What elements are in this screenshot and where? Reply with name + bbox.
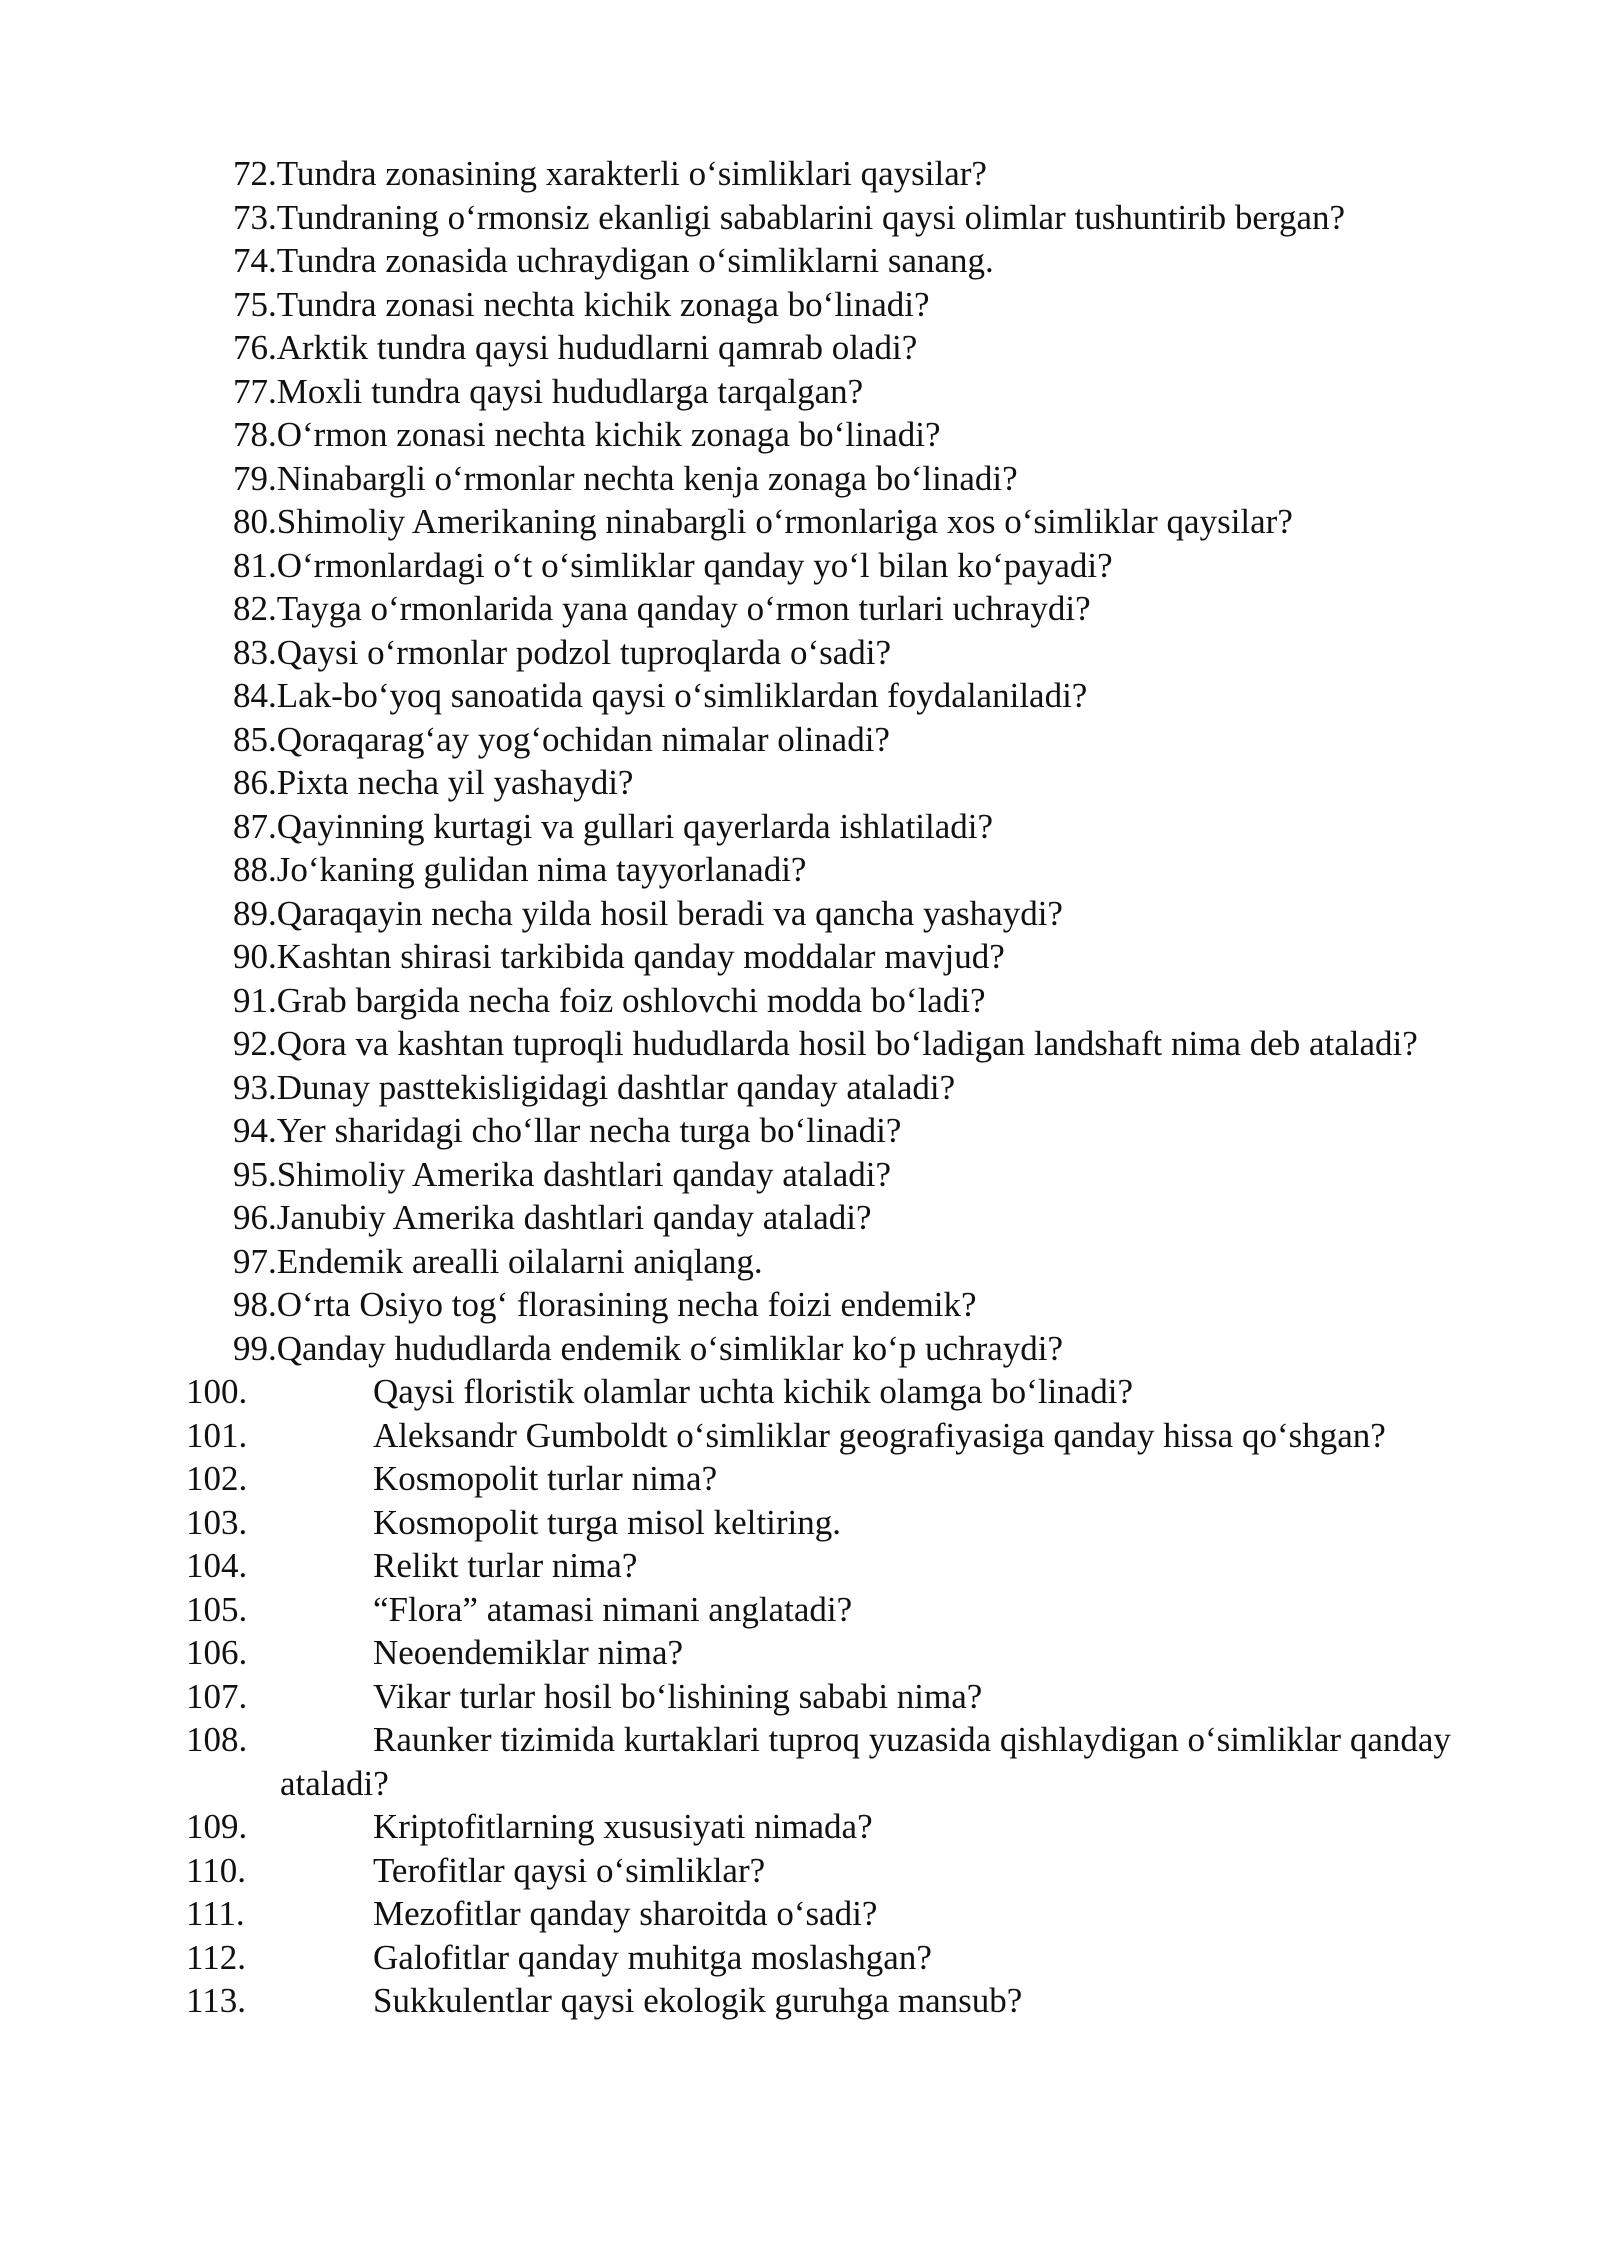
question-item (186, 1805, 1500, 1849)
question-item (186, 1979, 1500, 2023)
question-item (233, 326, 1500, 370)
question-text: Galofitlar qanday muhitga moslashgan? (373, 1937, 932, 1977)
question-number: 80. (233, 502, 277, 541)
question-item (233, 1153, 1500, 1197)
question-number: 86. (233, 763, 277, 802)
question-number: 83. (233, 632, 277, 672)
question-number: 81. (233, 545, 277, 585)
question-text: Relikt turlar nima? (373, 1546, 638, 1585)
question-item (186, 1718, 1500, 1805)
question-number: 74. (233, 241, 277, 280)
question-number: 88. (233, 850, 277, 889)
question-item (233, 718, 1500, 762)
question-text: Qaysi o‘rmonlar podzol tuproqlarda o‘sadi? (276, 632, 892, 672)
question-item (186, 1588, 1500, 1632)
question-number: 76. (233, 328, 277, 367)
question-item (233, 892, 1500, 936)
question-item (186, 1544, 1500, 1588)
question-number: 104. (186, 1546, 248, 1585)
question-text: “Flora” atamasi nimani anglatadi? (373, 1589, 853, 1629)
question-item (233, 1109, 1500, 1153)
question-item (233, 761, 1500, 805)
question-number: 87. (233, 806, 277, 846)
question-text: Moxli tundra qaysi hududlarga tarqalgan? (276, 371, 864, 411)
question-item (186, 1501, 1500, 1545)
question-number: 95. (233, 1154, 277, 1194)
question-item (233, 848, 1500, 892)
question-item (233, 674, 1500, 718)
question-item (233, 1196, 1500, 1240)
question-text: Raunker tizimida kurtaklari tuproq yuzasida qishlaydigan o‘simliklar qanday ataladi? (280, 1720, 1451, 1803)
question-text: Tundraning o‘rmonsiz ekanligi sabablarini qaysi olimlar tushuntirib bergan? (276, 197, 1346, 237)
question-item (233, 152, 1500, 196)
question-item (233, 1240, 1500, 1284)
question-number: 82. (233, 589, 277, 628)
question-text: Kosmopolit turlar nima? (373, 1459, 718, 1498)
question-text: Mezofitlar qanday sharoitda o‘sadi? (373, 1894, 878, 1933)
question-item (233, 457, 1500, 501)
question-item (233, 413, 1500, 457)
question-item (233, 239, 1500, 283)
question-text: Janubiy Amerika dashtlari qanday ataladi? (276, 1198, 872, 1237)
question-text: Jo‘kaning gulidan nima tayyorlanadi? (276, 850, 807, 889)
question-text: Shimoliy Amerikaning ninabargli o‘rmonlariga xos o‘simliklar qaysilar? (276, 502, 1293, 541)
question-number: 109. (186, 1807, 248, 1846)
question-number: 96. (233, 1198, 277, 1237)
question-number: 72. (233, 154, 277, 193)
question-item (186, 1675, 1500, 1719)
question-text: O‘rta Osiyo tog‘ florasining necha foizi endemik? (276, 1285, 977, 1324)
question-text: Qayinning kurtagi va gullari qayerlarda ishlatiladi? (276, 806, 994, 846)
question-text: Terofitlar qaysi o‘simliklar? (373, 1850, 766, 1890)
question-list (186, 152, 1500, 2023)
question-text: Arktik tundra qaysi hududlarni qamrab oladi? (276, 328, 918, 367)
question-text: Kosmopolit turga misol keltiring. (373, 1502, 841, 1542)
question-number: 113. (186, 1981, 246, 2020)
question-text: Kriptofitlarning xususiyati nimada? (373, 1807, 873, 1846)
question-number: 108. (186, 1720, 248, 1759)
question-number: 84. (233, 676, 277, 715)
question-text: Qaraqayin necha yilda hosil beradi va qancha yashaydi? (276, 893, 1063, 933)
question-item (233, 935, 1500, 979)
question-item (186, 1457, 1500, 1501)
question-number: 103. (186, 1502, 248, 1542)
question-item (186, 1892, 1500, 1936)
question-number: 107. (186, 1676, 248, 1716)
question-item (186, 1936, 1500, 1980)
question-text: Neoendemiklar nima? (373, 1633, 684, 1672)
question-number: 77. (233, 371, 277, 411)
question-item (233, 805, 1500, 849)
question-item (233, 370, 1500, 414)
question-number: 79. (233, 458, 277, 498)
question-number: 89. (233, 893, 277, 933)
question-item (233, 1066, 1500, 1110)
question-text: O‘rmonlardagi o‘t o‘simliklar qanday yo‘l bilan ko‘payadi? (276, 545, 1113, 585)
question-item (233, 587, 1500, 631)
question-text: O‘rmon zonasi nechta kichik zonaga bo‘linadi? (276, 415, 941, 454)
question-item (233, 544, 1500, 588)
question-item (233, 1022, 1500, 1066)
question-text: Dunay pasttekisligidagi dashtlar qanday ataladi? (276, 1067, 956, 1107)
question-number: 85. (233, 719, 277, 759)
question-number: 110. (186, 1850, 246, 1890)
question-number: 78. (233, 415, 277, 454)
question-number: 105. (186, 1589, 248, 1629)
question-text: Qanday hududlarda endemik o‘simliklar ko‘p uchraydi? (276, 1328, 1064, 1368)
question-text: Tundra zonasida uchraydigan o‘simliklarni sanang. (276, 241, 994, 280)
question-number: 93. (233, 1067, 277, 1107)
question-number: 106. (186, 1633, 248, 1672)
question-item (186, 1849, 1500, 1893)
question-text: Sukkulentlar qaysi ekologik guruhga mansub? (373, 1981, 1023, 2020)
question-item (233, 979, 1500, 1023)
question-text: Qaysi floristik olamlar uchta kichik olamga bo‘linadi? (373, 1372, 1134, 1411)
question-text: Tayga o‘rmonlarida yana qanday o‘rmon turlari uchraydi? (276, 589, 1091, 628)
question-text: Endemik arealli oilalarni aniqlang. (276, 1241, 763, 1281)
question-number: 111. (186, 1894, 245, 1933)
question-number: 112. (186, 1937, 246, 1977)
question-number: 73. (233, 197, 277, 237)
question-text: Shimoliy Amerika dashtlari qanday ataladi? (276, 1154, 892, 1194)
question-number: 98. (233, 1285, 277, 1324)
question-text: Tundra zonasining xarakterli o‘simliklari qaysilar? (276, 154, 987, 193)
question-text: Qora va kashtan tuproqli hududlarda hosil bo‘ladigan landshaft nima deb ataladi? (276, 1024, 1418, 1063)
question-item (186, 1631, 1500, 1675)
question-item (233, 500, 1500, 544)
question-number: 100. (186, 1372, 248, 1411)
question-text: Aleksandr Gumboldt o‘simliklar geografiyasiga qanday hissa qo‘shgan? (373, 1415, 1386, 1455)
question-number: 97. (233, 1241, 277, 1281)
question-item (186, 1370, 1500, 1414)
question-number: 90. (233, 937, 277, 976)
question-text: Kashtan shirasi tarkibida qanday moddalar mavjud? (276, 937, 1005, 976)
question-text: Grab bargida necha foiz oshlovchi modda bo‘ladi? (276, 980, 986, 1020)
question-text: Qoraqarag‘ay yog‘ochidan nimalar olinadi? (276, 719, 890, 759)
question-number: 92. (233, 1024, 277, 1063)
question-text: Vikar turlar hosil bo‘lishining sababi nima? (373, 1676, 983, 1716)
question-text: Yer sharidagi cho‘llar necha turga bo‘linadi? (276, 1111, 902, 1150)
question-text: Lak-bo‘yoq sanoatida qaysi o‘simliklardan foydalaniladi? (276, 676, 1088, 715)
question-item (186, 1414, 1500, 1458)
question-item (233, 283, 1500, 327)
question-text: Pixta necha yil yashaydi? (276, 763, 634, 802)
question-number: 94. (233, 1111, 277, 1150)
question-number: 102. (186, 1459, 248, 1498)
question-number: 75. (233, 284, 277, 324)
question-item (233, 1283, 1500, 1327)
question-number: 91. (233, 980, 277, 1020)
question-text: Tundra zonasi nechta kichik zonaga bo‘linadi? (276, 284, 930, 324)
question-item (233, 1327, 1500, 1371)
question-number: 99. (233, 1328, 277, 1368)
question-item (233, 196, 1500, 240)
question-text: Ninabargli o‘rmonlar nechta kenja zonaga bo‘linadi? (276, 458, 1018, 498)
question-item (233, 631, 1500, 675)
question-number: 101. (186, 1415, 248, 1455)
